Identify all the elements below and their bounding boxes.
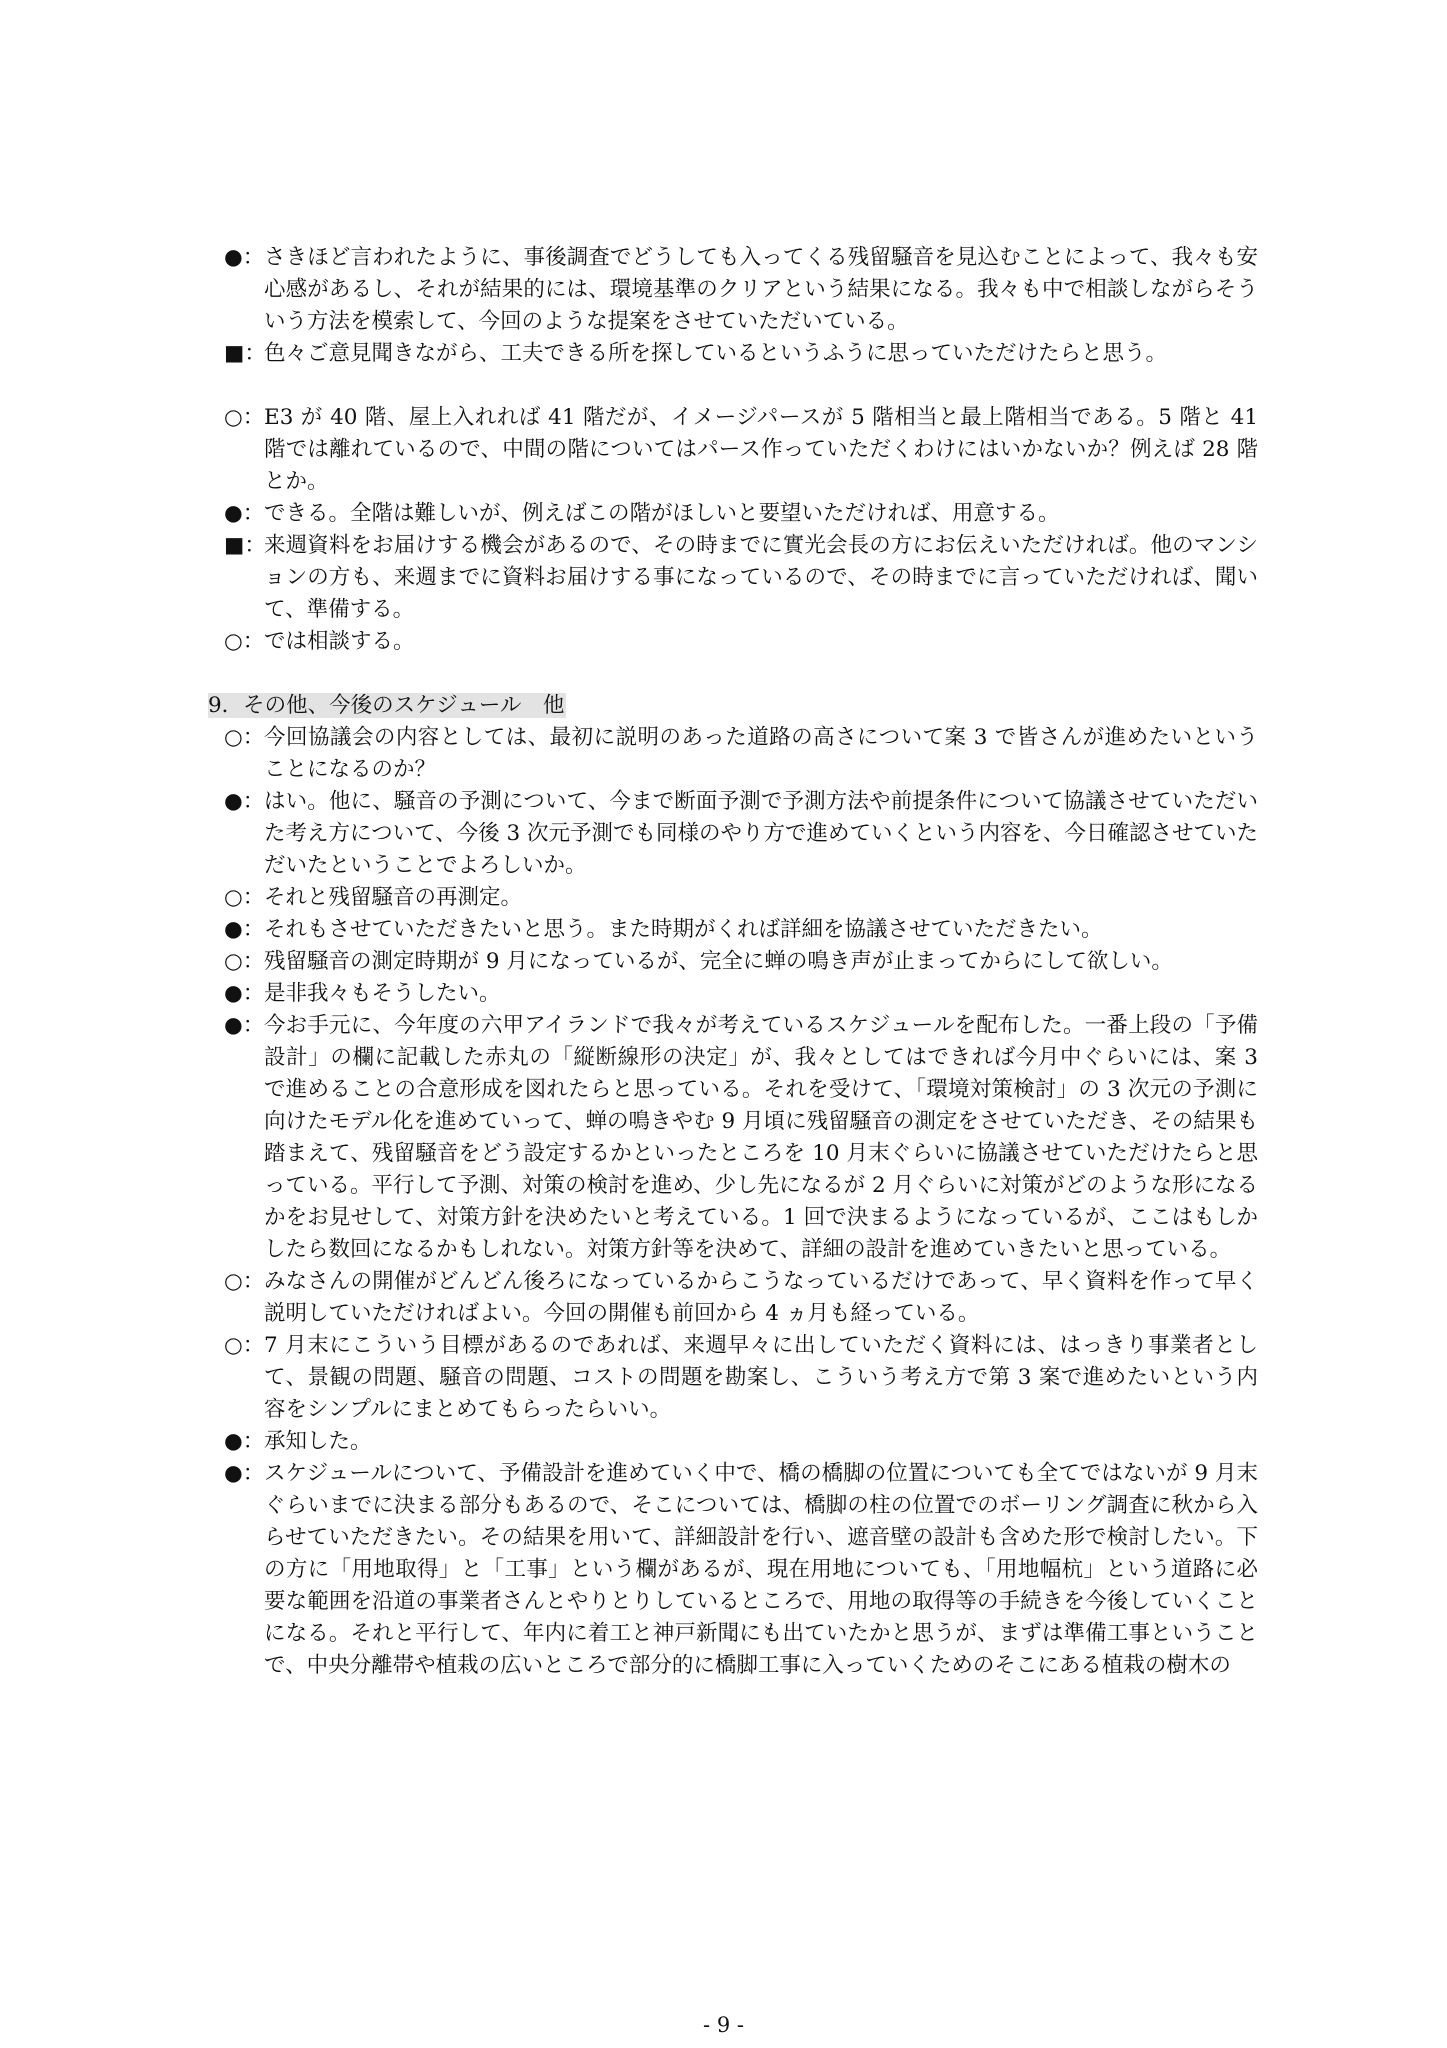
section-heading-text: 9．その他、今後のスケジュール 他: [208, 693, 565, 718]
remark-entry: [208, 242, 1258, 338]
section-heading: [208, 690, 1258, 722]
remark-entry: [208, 1266, 1258, 1330]
remark-entry: [208, 882, 1258, 914]
remark-text: 来週資料をお届けする機会があるので、その時までに實光会長の方にお伝えいただければ。他のマンションの方も、来週までに資料お届けする事になっているので、その時までに言っていただければ、聞いて、準備する。: [264, 533, 1258, 622]
remark-text: それもさせていただきたいと思う。また時期がくれば詳細を協議させていただきたい。: [264, 917, 1103, 942]
remark-text: はい。他に、騒音の予測について、今まで断面予測で予測方法や前提条件について協議させていただいた考え方について、今後 3 次元予測でも同様のやり方で進めていくという内容を、今日確認させていただいたということでよろしいか。: [264, 789, 1258, 878]
speaker-mark: ●：: [224, 245, 265, 270]
remark-entry: [208, 498, 1258, 530]
remark-entry: [208, 978, 1258, 1010]
remark-text: では相談する。: [264, 629, 415, 654]
speaker-mark: ○：: [224, 1333, 265, 1358]
remark-text: 今お手元に、今年度の六甲アイランドで我々が考えているスケジュールを配布した。一番上段の「予備設計」の欄に記載した赤丸の「縦断線形の決定」が、我々としてはできれば今月中ぐらいには、案 3 で進めることの合意形成を図れたらと思っている。それを受けて、「環境対策検討」の 3 次元の予測に向けたモデル化を進めていって、蝉の鳴きやむ 9 月頃に残留騒音の測定をさせていただき、その結果も踏まえて、残留騒音をどう設定するかといったところを 10 月末ぐらいに協議させていただけたらと思っている。平行して予測、対策の検討を進め、少し先になるが 2 月ぐらいに対策がどのような形になるかをお見せして、対策方針を決めたいと考えている。1 回で決まるようになっているが、ここはもしかしたら数回になるかもしれない。対策方針等を決めて、詳細の設計を進めていきたいと思っている。: [264, 1013, 1258, 1262]
remark-entry: [208, 626, 1258, 658]
remark-text: できる。全階は難しいが、例えばこの階がほしいと要望いただければ、用意する。: [264, 501, 1060, 526]
remark-entry: [208, 338, 1258, 370]
remark-text: スケジュールについて、予備設計を進めていく中で、橋の橋脚の位置についても全てではないが 9 月末ぐらいまでに決まる部分もあるので、そこについては、橋脚の柱の位置でのボーリング調査に秋から入らせていただきたい。その結果を用いて、詳細設計を行い、遮音壁の設計も含めた形で検討したい。下の方に「用地取得」と「工事」という欄があるが、現在用地についても、「用地幅杭」という道路に必要な範囲を沿道の事業者さんとやりとりしているところで、用地の取得等の手続きを今後していくことになる。それと平行して、年内に着工と神戸新聞にも出ていたかと思うが、まずは準備工事ということで、中央分離帯や植栽の広いところで部分的に橋脚工事に入っていくためのそこにある植栽の樹木の: [264, 1461, 1258, 1678]
section-entries: [208, 722, 1258, 1682]
speaker-mark: ○：: [224, 949, 265, 974]
discussion-block-1: [208, 242, 1258, 370]
speaker-mark: ●：: [224, 917, 265, 942]
remark-text: それと残留騒音の再測定。: [264, 885, 523, 910]
speaker-mark: ●：: [224, 1461, 265, 1486]
remark-entry: [208, 946, 1258, 978]
remark-entry: [208, 722, 1258, 786]
remark-entry: [208, 1426, 1258, 1458]
speaker-mark: ○：: [224, 885, 265, 910]
speaker-mark: ○：: [224, 405, 265, 430]
remark-entry: [208, 402, 1258, 498]
page-number: - 9 -: [703, 2013, 744, 2037]
speaker-mark: ■：: [224, 533, 266, 558]
remark-entry: [208, 1330, 1258, 1426]
speaker-mark: ●：: [224, 981, 265, 1006]
remark-entry: [208, 786, 1258, 882]
speaker-mark: ●：: [224, 789, 265, 814]
remark-entry: [208, 914, 1258, 946]
speaker-mark: ○：: [224, 629, 265, 654]
speaker-mark: ●：: [224, 1013, 265, 1038]
remark-text: 7 月末にこういう目標があるのであれば、来週早々に出していただく資料には、はっきり事業者として、景観の問題、騒音の問題、コストの問題を勘案し、こういう考え方で第 3 案で進めたいという内容をシンプルにまとめてもらったらいい。: [264, 1333, 1258, 1422]
remark-text: さきほど言われたように、事後調査でどうしても入ってくる残留騒音を見込むことによって、我々も安心感があるし、それが結果的には、環境基準のクリアという結果になる。我々も中で相談しながらそういう方法を模索して、今回のような提案をさせていただいている。: [264, 245, 1258, 334]
speaker-mark: ●：: [224, 1429, 265, 1454]
remark-text: 色々ご意見聞きながら、工夫できる所を探しているというふうに思っていただけたらと思う。: [264, 341, 1168, 366]
remark-text: 残留騒音の測定時期が 9 月になっているが、完全に蝉の鳴き声が止まってからにして欲しい。: [264, 949, 1173, 974]
remark-text: 今回協議会の内容としては、最初に説明のあった道路の高さについて案 3 で皆さんが進めたいということになるのか？: [264, 725, 1258, 782]
page-content: [208, 242, 1258, 1682]
speaker-mark: ○：: [224, 725, 265, 750]
remark-text: みなさんの開催がどんどん後ろになっているからこうなっているだけであって、早く資料を作って早く説明していただければよい。今回の開催も前回から 4 ヵ月も経っている。: [264, 1269, 1258, 1326]
remark-entry: [208, 1010, 1258, 1266]
speaker-mark: ○：: [224, 1269, 265, 1294]
remark-text: 是非我々もそうしたい。: [264, 981, 501, 1006]
discussion-block-2: [208, 402, 1258, 658]
remark-entry: [208, 530, 1258, 626]
remark-entry: [208, 1458, 1258, 1682]
remark-text: 承知した。: [264, 1429, 372, 1454]
speaker-mark: ●：: [224, 501, 265, 526]
remark-text: E3 が 40 階、屋上入れれば 41 階だが、イメージパースが 5 階相当と最上階相当である。5 階と 41 階では離れているので、中間の階についてはパース作っていただくわけにはいかないか？例えば 28 階とか。: [264, 405, 1258, 494]
speaker-mark: ■：: [224, 341, 266, 366]
